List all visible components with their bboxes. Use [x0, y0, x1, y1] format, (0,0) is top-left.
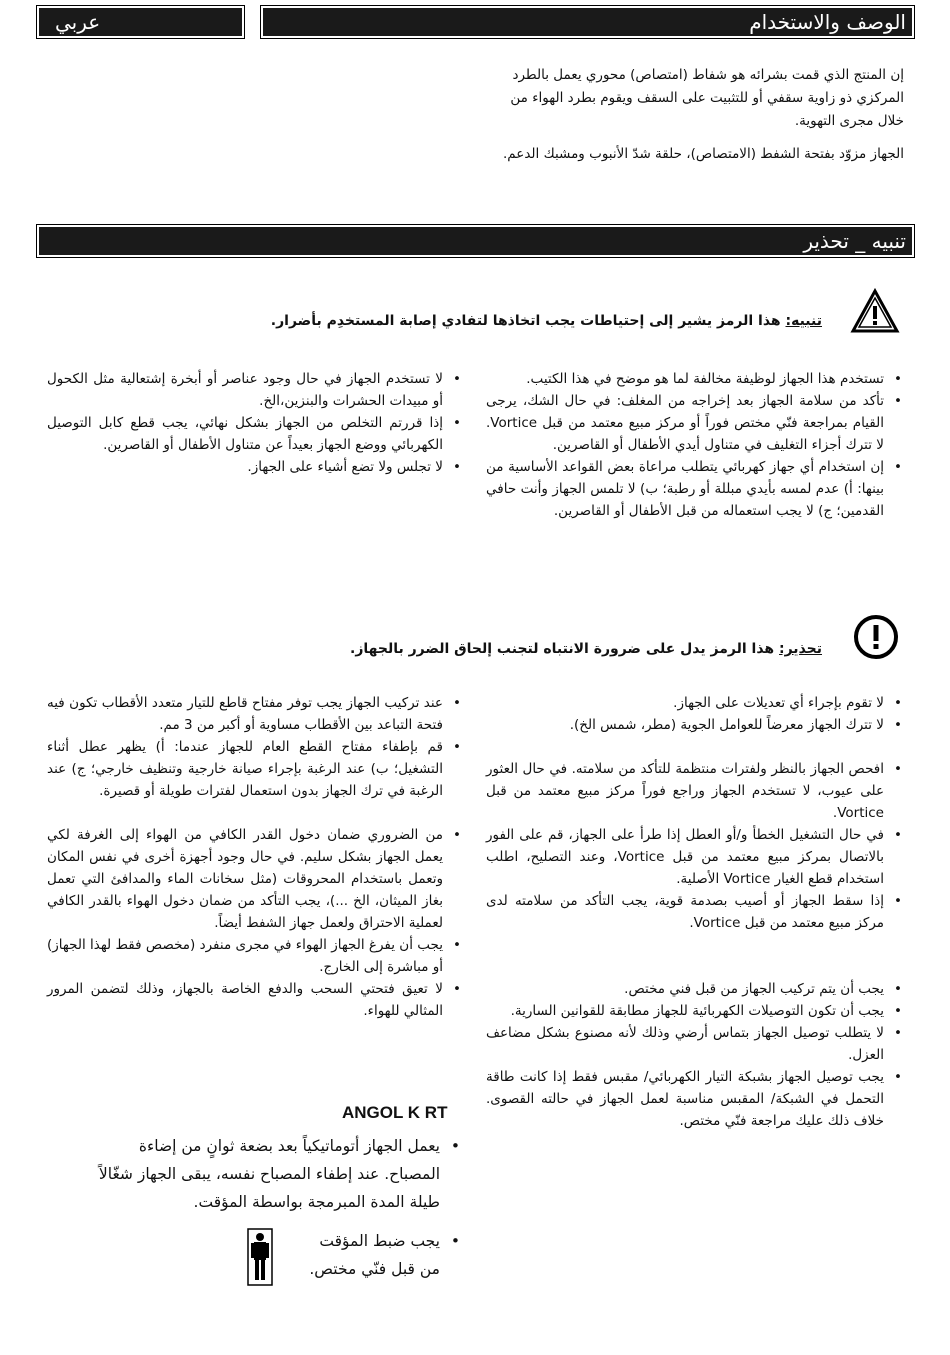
list-item: • لا تترك الجهاز معرضاً للعوامل الجوية (مطر، شمس الخ).	[486, 714, 906, 736]
model-notes-list	[96, 1132, 466, 1216]
list-item: • من الضروري ضمان دخول القدر الكافي من الهواء إلى الغرفة لكي يعمل الجهاز بشكل سليم. في حال وجود أجهزة أخرى في نفس المكان وتعمل باستخدام المحروقات (مثل سخانات الماء والمدافئ التي تعمل بغاز الميثان، الخ ...)، يجب التأكد من ضمان دخول الهواء بالقدر الكافي لعملية الاحتراق ولعمل جهاز الشفط أيضاً.	[47, 824, 465, 934]
list-item: • يجب توصيل الجهاز بشبكة التيار الكهربائي/ مقبس فقط إذا كانت طاقة التحمل في الشبكة/ المقبس مناسبة لعمل الجهاز في حالته القصوى. خلاف ذلك عليك مراجعة فنّي مختص.	[486, 1066, 906, 1132]
language-label: عربي	[55, 10, 101, 34]
caution-statement	[271, 313, 822, 329]
list-item: • لا تجلس ولا تضع أشياء على الجهاز.	[47, 456, 465, 478]
list-item: • افحص الجهاز بالنظر ولفترات منتظمة للتأكد من سلامته. في حال العثور على عيوب، لا تستخدم الجهاز وراجع فوراً مركز مبيع معتمد من قبل Vortice.	[486, 758, 906, 824]
warning-statement	[350, 641, 822, 657]
list-item: • في حال التشغيل الخطأ و/أو العطل إذا طرأ على الجهاز، قم على الفور بالاتصال بمركز مبيع معتمد من قبل Vortice، وعند التصليح، اطلب استخدام قطع الغيار Vortice الأصلية.	[486, 824, 906, 890]
language-tab	[36, 5, 245, 39]
list-item: • إذا قررتم التخلص من الجهاز بشكل نهائي، يجب قطع كابل التوصيل الكهربائي ووضع الجهاز بعيداً عن متناول الأطفال أو القاصرين.	[47, 412, 465, 456]
section-title-description: الوصف والاستخدام	[749, 10, 906, 34]
warning-label: تحذير:	[779, 641, 822, 657]
list-item: • تأكد من سلامة الجهاز بعد إخراجه من المغلف: في حال الشك، يرجى القيام بمراجعة فنّي مختص فوراً أو مركز مبيع معتمد من قبل Vortice. لا تترك أجزاء التغليف في متناول أيدي الأطفال أو القاصرين.	[486, 390, 906, 456]
intro-text	[482, 64, 904, 166]
list-item: • لا تستخدم الجهاز في حال وجود عناصر أو أبخرة إشتعالية مثل الكحول أو مبيدات الحشرات والبنزين،الخ.	[47, 368, 465, 412]
caution-triangle-icon	[850, 288, 900, 334]
list-item: • إذا سقط الجهاز أو أصيب بصدمة قوية، يجب التأكد من سلامته لدى مركز مبيع معتمد من قبل Vortice.	[486, 890, 906, 934]
intro-paragraph-1: إن المنتج الذي قمت بشرائه هو شفاط (امتصاص) محوري يعمل بالطرد المركزي ذو زاوية سقفي أو للتثبيت على السقف ويقوم بطرد الهواء من خلال مجرى التهوية.	[510, 67, 904, 129]
section-header-description	[260, 5, 915, 39]
list-item: • يعمل الجهاز أتوماتيكياً بعد بضعة ثوانٍ من إضاءة المصباح. عند إطفاء المصباح نفسه، يبقى الجهاز شغّالاً طيلة المدة المبرمجة بواسطة المؤقت.	[96, 1132, 466, 1216]
list-item: • يجب أن تكون التوصيلات الكهربائية للجهاز مطابقة للقوانين السارية.	[486, 1000, 906, 1022]
list-item: • يجب أن يفرغ الجهاز الهواء في مجرى منفرد (مخصص فقط لهذا الجهاز) أو مباشرة إلى الخارج.	[47, 934, 465, 978]
list-item: • تستخدم هذا الجهاز لوظيفة مخالفة لما هو موضح في هذا الكتيب.	[486, 368, 906, 390]
section-title-warnings: تنبيه _ تحذير	[803, 229, 906, 253]
model-heading: ANGOL K RT	[342, 1103, 448, 1122]
model-notes-list-2	[296, 1227, 466, 1283]
technician-icon	[247, 1228, 273, 1286]
list-item: • يجب أن يتم تركيب الجهاز من قبل فني مختص.	[486, 978, 906, 1000]
warning-exclamation-icon	[853, 614, 899, 660]
caution-list-right	[486, 368, 906, 522]
caution-text: هذا الرمز يشير إلى إحتياطات يجب اتخاذها لتفادي إصابة المستخدِم بأضرار.	[270, 313, 786, 329]
list-item: • يجب ضبط المؤقت من قبل فنّي مختص.	[296, 1227, 466, 1283]
warning-list-right	[486, 692, 906, 1132]
list-item: • لا تعيق فتحتي السحب والدفع الخاصة بالجهاز، وذلك لتضمن المرور المثالي للهواء.	[47, 978, 465, 1022]
warning-text: هذا الرمز يدل على ضرورة الانتباه لتجنب إلحاق الضرر بالجهاز.	[350, 641, 779, 657]
section-header-warnings	[36, 224, 915, 258]
list-item: • لا يتطلب توصيل الجهاز بتماس أرضي وذلك لأنه مصنوع بشكل مضاعف العزل.	[486, 1022, 906, 1066]
list-item: • لا تقوم بإجراء أي تعديلات على الجهاز.	[486, 692, 906, 714]
warning-list-left	[47, 692, 465, 1022]
intro-paragraph-2: الجهاز مزوّد بفتحة الشفط (الامتصاص)، حلقة شدّ الأنبوب ومشبك الدعم.	[503, 146, 904, 162]
caution-list-left	[47, 368, 465, 478]
caution-label: تنبيه:	[785, 313, 822, 329]
list-item: • عند تركيب الجهاز يجب توفر مفتاح قاطع للتيار متعدد الأقطاب تكون فيه فتحة التباعد بين الأقطاب مساوية أو أكبر من 3 مم.	[47, 692, 465, 736]
list-item: • إن استخدام أي جهاز كهربائي يتطلب مراعاة بعض القواعد الأساسية من بينها: أ) عدم لمسه بأيدي مبللة أو رطبة؛ ب) لا تلمس الجهاز وأنت حافي القدمين؛ ج) لا يجب استعماله من قبل الأطفال أو القاصرين.	[486, 456, 906, 522]
list-item: • قم بإطفاء مفتاح القطع العام للجهاز عندما: أ) يظهر عطل أثناء التشغيل؛ ب) عند الرغبة بإجراء صيانة خارجية وتنظيف خارجي؛ ج) عند الرغبة في ترك الجهاز بدون استعمال لفترات طويلة أو قصيرة.	[47, 736, 465, 802]
